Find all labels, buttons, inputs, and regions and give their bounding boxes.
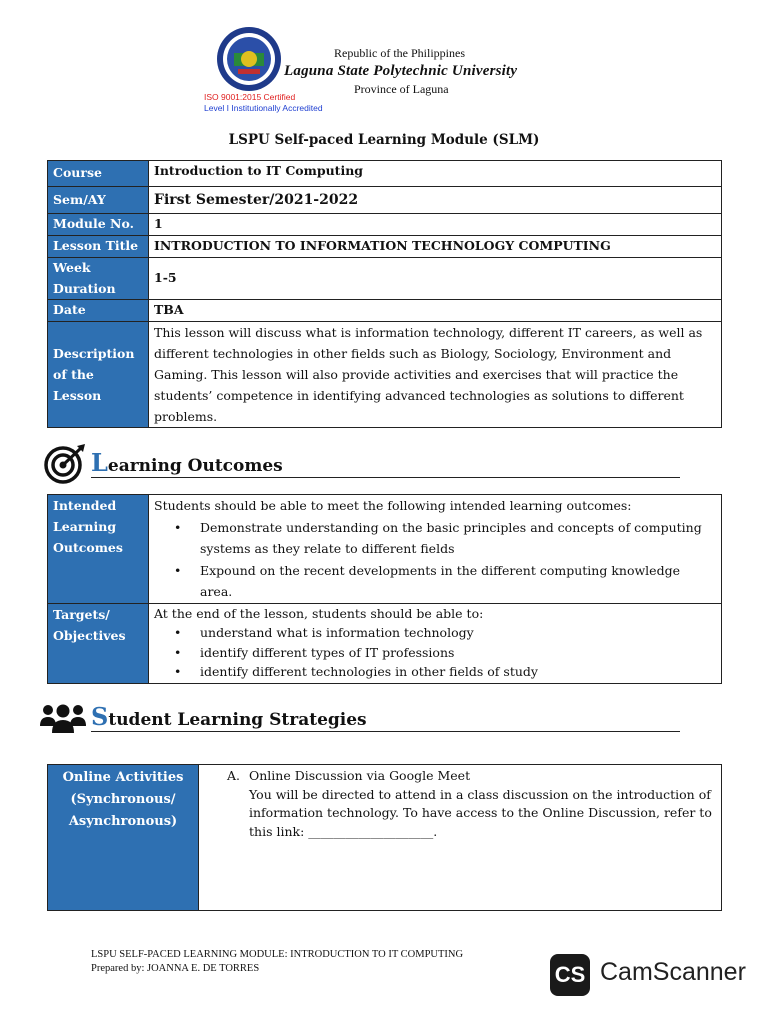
- row-label-online-activities: Online Activities (Synchronous/ Asynchronous): [48, 765, 199, 911]
- targets-intro: At the end of the lesson, students should be able to:: [154, 605, 484, 621]
- heading-rest: earning Outcomes: [107, 456, 283, 476]
- online-activities-cell: [199, 765, 722, 911]
- targets-list: [154, 623, 716, 682]
- footer-module-line: LSPU SELF-PACED LEARNING MODULE: INTRODUCTION TO IT COMPUTING: [91, 949, 464, 960]
- heading-underline: [91, 731, 680, 732]
- week-duration-value: 1-5: [149, 258, 722, 300]
- people-group-icon: [39, 702, 87, 734]
- target-icon: [43, 442, 87, 486]
- republic-text: Republic of the Philippines: [334, 46, 465, 60]
- footer-prepared-by: Prepared by: JOANNA E. DE TORRES: [91, 963, 260, 974]
- strategies-table: [47, 764, 722, 911]
- university-seal-icon: [216, 26, 282, 92]
- heading-rest: tudent Learning Strategies: [108, 710, 367, 730]
- activity-title: Online Discussion via Google Meet: [249, 768, 471, 783]
- table-row: [48, 187, 722, 214]
- camscanner-watermark: CamScanner: [600, 958, 746, 986]
- list-item: • Demonstrate understanding on the basic principles and concepts of computing systems as they relate to different fields: [154, 517, 716, 560]
- strategies-title: [91, 702, 367, 731]
- university-name: Laguna State Polytechnic University: [284, 63, 518, 79]
- table-row: [48, 321, 722, 427]
- row-label-lesson-title: Lesson Title: [48, 236, 149, 258]
- table-row: [48, 258, 722, 300]
- row-label-sem-ay: Sem/AY: [48, 187, 149, 214]
- module-title: LSPU Self-paced Learning Module (SLM): [228, 132, 540, 148]
- page-footer: [91, 948, 463, 976]
- strategies-header: [0, 696, 768, 736]
- intended-outcomes-list: [154, 517, 716, 603]
- row-label-date: Date: [48, 300, 149, 322]
- row-label-description: Description of the Lesson: [48, 321, 149, 427]
- learning-outcomes-title: [91, 448, 283, 477]
- heading-underline: [91, 477, 680, 478]
- intended-outcomes-cell: [149, 495, 722, 604]
- iso-certification: ISO 9001:2015 Certified: [204, 92, 296, 102]
- list-item: • identify different technologies in other fields of study: [154, 662, 716, 682]
- learning-outcomes-header: [0, 442, 768, 482]
- list-item: • Expound on the recent developments in the different computing knowledge area.: [154, 560, 716, 603]
- row-label-module-no: Module No.: [48, 214, 149, 236]
- table-row: [48, 214, 722, 236]
- activity-letter: A.: [227, 768, 241, 783]
- table-row: [48, 603, 722, 683]
- table-row: [48, 495, 722, 604]
- course-value: Introduction to IT Computing: [149, 161, 722, 187]
- description-value: This lesson will discuss what is information technology, different IT careers, as well as different technologies in other fields such as Biology, Sociology, Environment and Gaming. This lesson will also provide activities and exercises that will practice the students’ competence in identifying advanced technologies as solutions to different problems.: [149, 321, 722, 427]
- date-value: TBA: [149, 300, 722, 322]
- learning-outcomes-table: [47, 494, 722, 684]
- row-label-week-duration: Week Duration: [48, 258, 149, 300]
- document-header: [0, 0, 768, 125]
- targets-cell: [149, 603, 722, 683]
- sem-ay-value: First Semester/2021-2022: [149, 187, 722, 214]
- accreditation-text: Level I Institutionally Accredited: [204, 103, 323, 113]
- table-row: [48, 236, 722, 258]
- table-row: [48, 161, 722, 187]
- heading-initial: S: [91, 702, 109, 731]
- row-label-targets: Targets/ Objectives: [48, 603, 149, 683]
- list-item: • understand what is information technology: [154, 623, 716, 643]
- lesson-title-value: INTRODUCTION TO INFORMATION TECHNOLOGY COMPUTING: [149, 236, 722, 258]
- intended-outcomes-intro: Students should be able to meet the following intended learning outcomes:: [154, 498, 632, 513]
- camscanner-logo-icon: CS: [550, 954, 590, 996]
- province-text: Province of Laguna: [354, 82, 449, 96]
- row-label-intended-outcomes: Intended Learning Outcomes: [48, 495, 149, 604]
- activity-text: You will be directed to attend in a class discussion on the introduction of information technology. To have access to the Online Discussion, refer to this link: ____________________.: [249, 786, 712, 839]
- course-info-table: [47, 160, 722, 428]
- activity-item: [221, 767, 715, 841]
- table-row: [48, 300, 722, 322]
- row-label-course: Course: [48, 161, 149, 187]
- table-row: [48, 765, 722, 911]
- list-item: • identify different types of IT professions: [154, 643, 716, 663]
- heading-initial: L: [91, 448, 108, 477]
- module-no-value: 1: [149, 214, 722, 236]
